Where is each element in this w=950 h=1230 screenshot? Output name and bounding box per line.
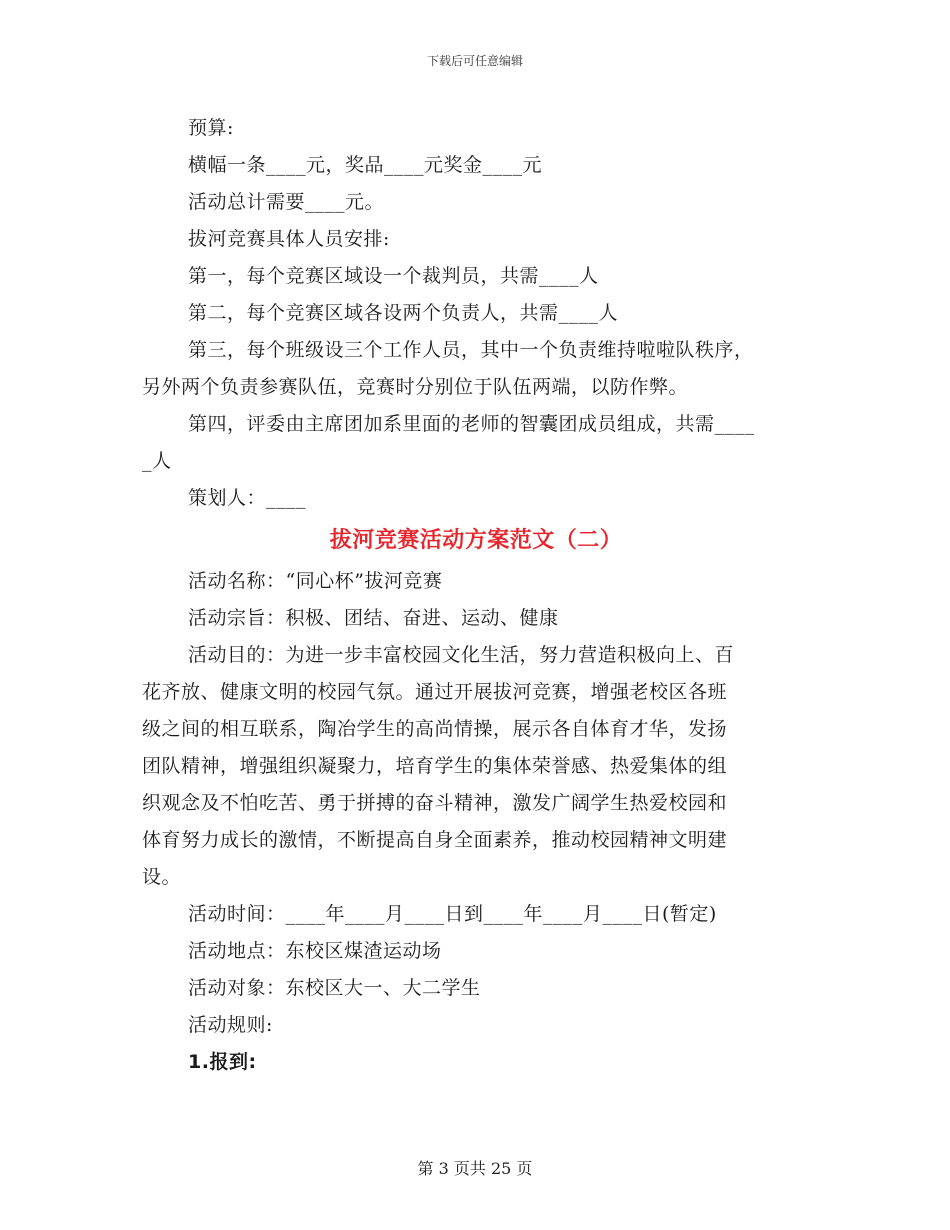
activity-goal-line-7: 设。 xyxy=(142,866,182,888)
planner-line: 策划人：____ xyxy=(188,487,307,509)
page-footer: 第 3 页共 25 页 xyxy=(417,1159,533,1178)
staff-item-4-line-2: _人 xyxy=(142,450,172,472)
activity-time: 活动时间：____年____月____日到____年____月____日(暂定) xyxy=(188,903,717,925)
activity-goal-line-4: 团队精神，增强组织凝聚力，培育学生的集体荣誉感、热爱集体的组 xyxy=(142,755,728,777)
staff-item-4-line-1: 第四，评委由主席团加系里面的老师的智囊团成员组成，共需____ xyxy=(188,413,755,435)
staff-item-1: 第一，每个竞赛区域设一个裁判员，共需____人 xyxy=(188,265,599,287)
staff-item-3-line-2: 另外两个负责参赛队伍，竞赛时分别位于队伍两端，以防作弊。 xyxy=(142,376,689,398)
budget-label: 预算: xyxy=(188,117,234,139)
activity-goal-line-6: 体育努力成长的激情，不断提高自身全面素养，推动校园精神文明建 xyxy=(142,829,728,851)
activity-goal-line-5: 织观念及不怕吃苦、勇于拼搏的奋斗精神，激发广阔学生热爱校园和 xyxy=(142,792,728,814)
activity-audience: 活动对象：东校区大一、大二学生 xyxy=(188,977,481,999)
activity-place: 活动地点：东校区煤渣运动场 xyxy=(188,940,442,962)
activity-rules: 活动规则: xyxy=(188,1014,273,1036)
section-title: 拔河竞赛活动方案范文（二） xyxy=(329,527,623,553)
header-note: 下载后可任意编辑 xyxy=(426,54,523,68)
staff-heading: 拔河竞赛具体人员安排: xyxy=(188,228,390,250)
staff-item-3-line-1: 第三，每个班级设三个工作人员，其中一个负责维持啦啦队秩序， xyxy=(188,339,754,361)
activity-goal-line-2: 花齐放、健康文明的校园气氛。通过开展拔河竞赛，增强老校区各班 xyxy=(142,681,728,703)
staff-item-2: 第二，每个竞赛区域各设两个负责人，共需____人 xyxy=(188,302,619,324)
activity-goal-line-3: 级之间的相互联系，陶冶学生的高尚情操，展示各自体育才华，发扬 xyxy=(142,718,728,740)
activity-purpose: 活动宗旨：积极、团结、奋进、运动、健康 xyxy=(188,607,559,629)
activity-goal-line-1: 活动目的：为进一步丰富校园文化生活，努力营造积极向上、百 xyxy=(188,644,735,666)
document-body xyxy=(142,110,810,1081)
budget-items: 横幅一条____元，奖品____元奖金____元 xyxy=(188,154,543,176)
budget-total: 活动总计需要____元。 xyxy=(188,191,385,213)
activity-name: 活动名称：“同心杯”拔河竞赛 xyxy=(188,570,443,592)
rule-1-heading: 1.报到: xyxy=(188,1051,257,1073)
